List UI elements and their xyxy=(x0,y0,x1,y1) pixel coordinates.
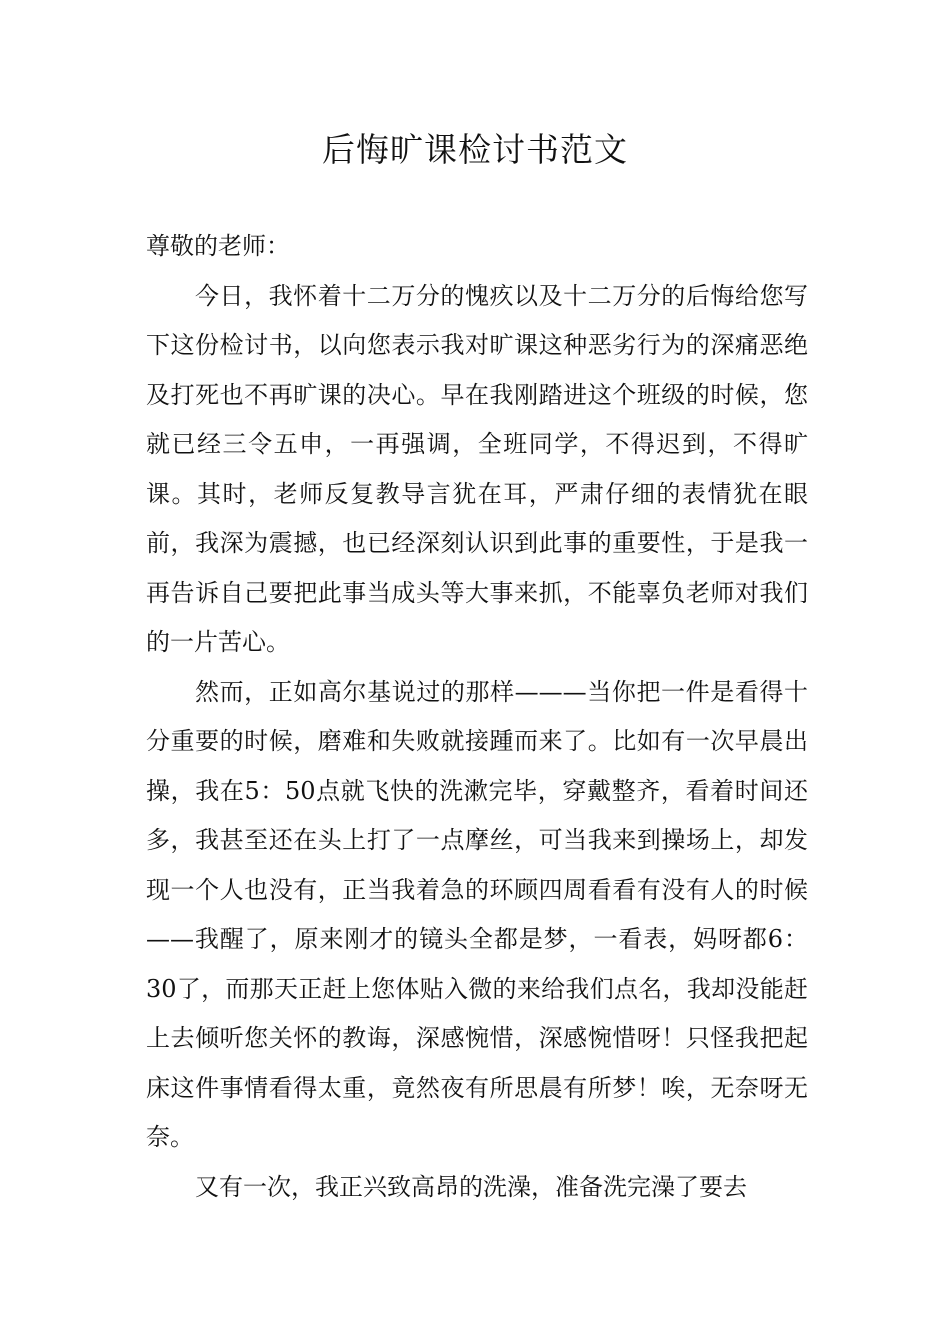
paragraph-1: 今日，我怀着十二万分的愧疚以及十二万分的后悔给您写下这份检讨书，以向您表示我对旷课这种恶劣行为的深痛恶绝及打死也不再旷课的决心。早在我刚踏进这个班级的时候，您就已经三令五申，一再强调，全班同学，不得迟到，不得旷课。其时，老师反复教导言犹在耳，严肃仔细的表情犹在眼前，我深为震撼，也已经深刻认识到此事的重要性，于是我一再告诉自己要把此事当成头等大事来抓，不能辜负老师对我们的一片苦心。 xyxy=(146,281,808,656)
document-title: 后悔旷课检讨书范文 xyxy=(322,130,628,169)
paragraph-3: 又有一次，我正兴致高昂的洗澡，准备洗完澡了要去 xyxy=(195,1172,747,1201)
paragraph-2: 然而，正如高尔基说过的那样———当你把一件是看得十分重要的时候，磨难和失败就接踵而来了。比如有一次早晨出操，我在5：50点就飞快的洗漱完毕，穿戴整齐，看着时间还多，我甚至还在头上打了一点摩丝，可当我来到操场上，却发现一个人也没有，正当我着急的环顾四周看看有没有人的时候——我醒了，原来刚才的镜头全都是梦，一看表，妈呀都6：30了，而那天正赶上您体贴入微的来给我们点名，我却没能赶上去倾听您关怀的教诲，深感惋惜，深感惋惜呀！只怪我把起床这件事情看得太重，竟然夜有所思晨有所梦！唉，无奈呀无奈。 xyxy=(146,677,808,1151)
salutation: 尊敬的老师： xyxy=(146,232,290,260)
document-body xyxy=(146,222,808,1212)
